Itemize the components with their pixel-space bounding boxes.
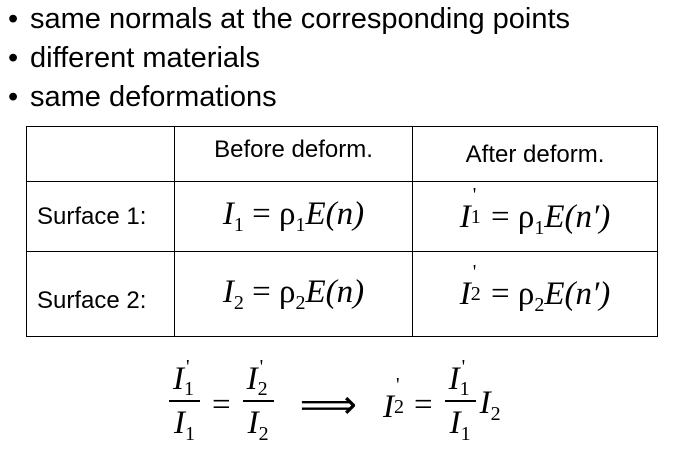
equals-sign: = <box>413 386 433 423</box>
bullet-list <box>8 0 570 117</box>
header-after-deform: After deform. <box>413 127 658 182</box>
row-label-surface-2: Surface 2: <box>27 252 175 337</box>
table-row <box>27 252 658 337</box>
bullet-item <box>8 0 570 39</box>
result-factor: $I_2$ <box>479 384 501 425</box>
equals-sign: = <box>212 386 231 423</box>
bullet-text: different materials <box>30 42 260 74</box>
equation-surface-2-before: $I_2 = \rho_2E(n)$ <box>175 252 413 337</box>
bullet-text: same normals at the corresponding points <box>30 3 571 35</box>
table-corner-cell <box>27 127 175 182</box>
bullet-icon: • <box>8 42 19 74</box>
comparison-table <box>26 126 658 337</box>
fraction-result: I ' 1 $I_1$ <box>445 356 476 455</box>
implies-arrow-icon: ⟹ <box>299 382 357 428</box>
result-lhs: I ' 2 <box>382 374 404 425</box>
equation-surface-1-after: I ' 1 = $\rho_1E(n')$ <box>413 182 658 252</box>
ratio-formula <box>165 350 501 460</box>
bullet-item <box>8 39 570 78</box>
bullet-text: same deformations <box>30 81 277 113</box>
equation-surface-1-before: $I_1 = \rho_1E(n)$ <box>175 182 413 252</box>
bullet-icon: • <box>8 3 19 35</box>
bullet-icon: • <box>8 81 19 113</box>
fraction-left: I ' 1 $I_1$ <box>169 356 200 455</box>
fraction-right: I ' 2 $I_2$ <box>243 356 274 455</box>
header-before-deform: Before deform. <box>175 127 413 182</box>
table-header-row <box>27 127 658 182</box>
table-row <box>27 182 658 252</box>
row-label-surface-1: Surface 1: <box>27 182 175 252</box>
bullet-item <box>8 78 570 117</box>
equation-surface-2-after: I ' 2 = $\rho_2E(n')$ <box>413 252 658 337</box>
